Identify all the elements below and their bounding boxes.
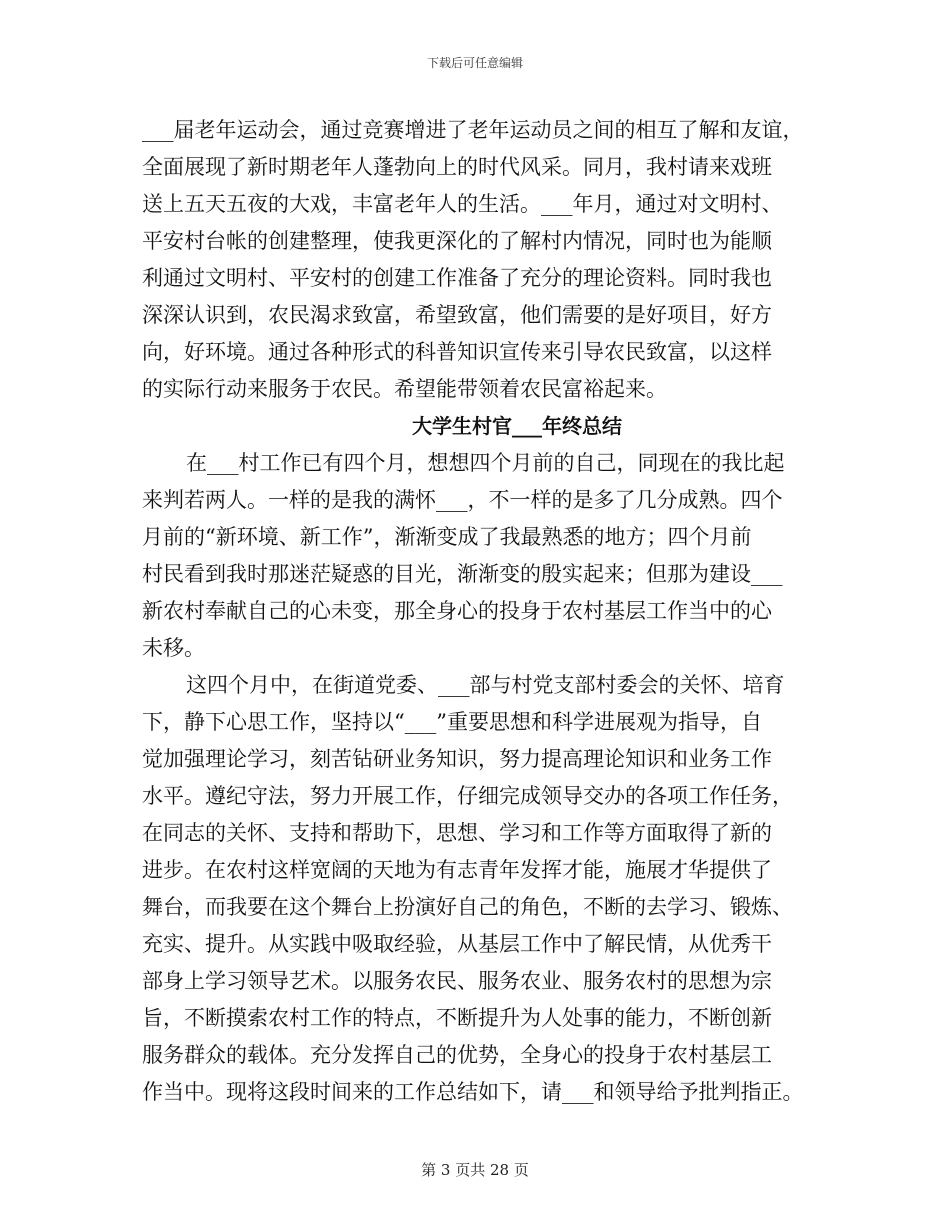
text-line: 下，静下心思工作，坚持以“___”重要思想和科学进展观为指导，自 — [142, 710, 762, 734]
text-line: 平安村台帐的创建整理，使我更深化的了解村内情况，同时也为能顺 — [142, 229, 772, 253]
text-line: 送上五天五夜的大戏，丰富老年人的生活。___年月，通过对文明村、 — [142, 192, 783, 216]
text-line: 服务群众的载体。充分发挥自己的优势，全身心的投身于农村基层工 — [142, 1043, 772, 1067]
text-line: 来判若两人。一样的是我的满怀___，不一样的是多了几分成熟。四个 — [142, 488, 783, 512]
text-line: 新农村奉献自己的心未变，那全身心的投身于农村基层工作当中的心 — [142, 599, 772, 623]
text-line: 作当中。现将这段时间来的工作总结如下，请___和领导给予批判指正。 — [142, 1080, 804, 1104]
text-line: 在___村工作已有四个月，想想四个月前的自己，同现在的我比起 — [186, 451, 785, 475]
text-line: 的实际行动来服务于农民。希望能带领着农民富裕起来。 — [142, 377, 667, 401]
text-line: 部身上学习领导艺术。以服务农民、服务农业、服务农村的思想为宗 — [142, 969, 772, 993]
text-line: 村民看到我时那迷茫疑惑的目光，渐渐变的殷实起来；但那为建设___ — [142, 562, 783, 586]
text-line: 深深认识到，农民渴求致富，希望致富，他们需要的是好项目，好方 — [142, 303, 772, 327]
text-line: 未移。 — [142, 636, 205, 660]
text-line: 向，好环境。通过各种形式的科普知识宣传来引导农民致富，以这样 — [142, 340, 772, 364]
text-line: ___届老年运动会，通过竞赛增进了老年运动员之间的相互了解和友谊， — [142, 118, 804, 142]
text-line: 在同志的关怀、支持和帮助下，思想、学习和工作等方面取得了新的 — [142, 821, 772, 845]
page-header: 下载后可任意编辑 — [426, 56, 523, 70]
text-line: 旨，不断摸索农村工作的特点，不断提升为人处事的能力，不断创新 — [142, 1006, 772, 1030]
text-line: 进步。在农村这样宽阔的天地为有志青年发挥才能，施展才华提供了 — [142, 858, 772, 882]
paragraph-2 — [142, 445, 832, 667]
page-number-footer: 第 3 页共 28 页 — [421, 1161, 529, 1179]
text-line: 利通过文明村、平安村的创建工作准备了充分的理论资料。同时我也 — [142, 266, 772, 290]
text-line: 月前的“新环境、新工作”，渐渐变成了我最熟悉的地方；四个月前 — [142, 525, 752, 549]
document-body — [142, 112, 832, 1111]
text-line: 这四个月中，在街道党委、___部与村党支部村委会的关怀、培育 — [186, 673, 785, 697]
text-line: 舞台，而我要在这个舞台上扮演好自己的角色，不断的去学习、锻炼、 — [142, 895, 793, 919]
text-line: 觉加强理论学习，刻苦钻研业务知识，努力提高理论知识和业务工作 — [142, 747, 772, 771]
text-line: 全面展现了新时期老年人蓬勃向上的时代风采。同月，我村请来戏班 — [142, 155, 772, 179]
text-line: 水平。遵纪守法，努力开展工作，仔细完成领导交办的各项工作任务， — [142, 784, 793, 808]
text-line: 充实、提升。从实践中吸取经验，从基层工作中了解民情，从优秀干 — [142, 932, 772, 956]
paragraph-1 — [142, 112, 832, 408]
section-title: 大学生村官___年终总结 — [412, 414, 622, 438]
paragraph-3 — [142, 667, 832, 1111]
